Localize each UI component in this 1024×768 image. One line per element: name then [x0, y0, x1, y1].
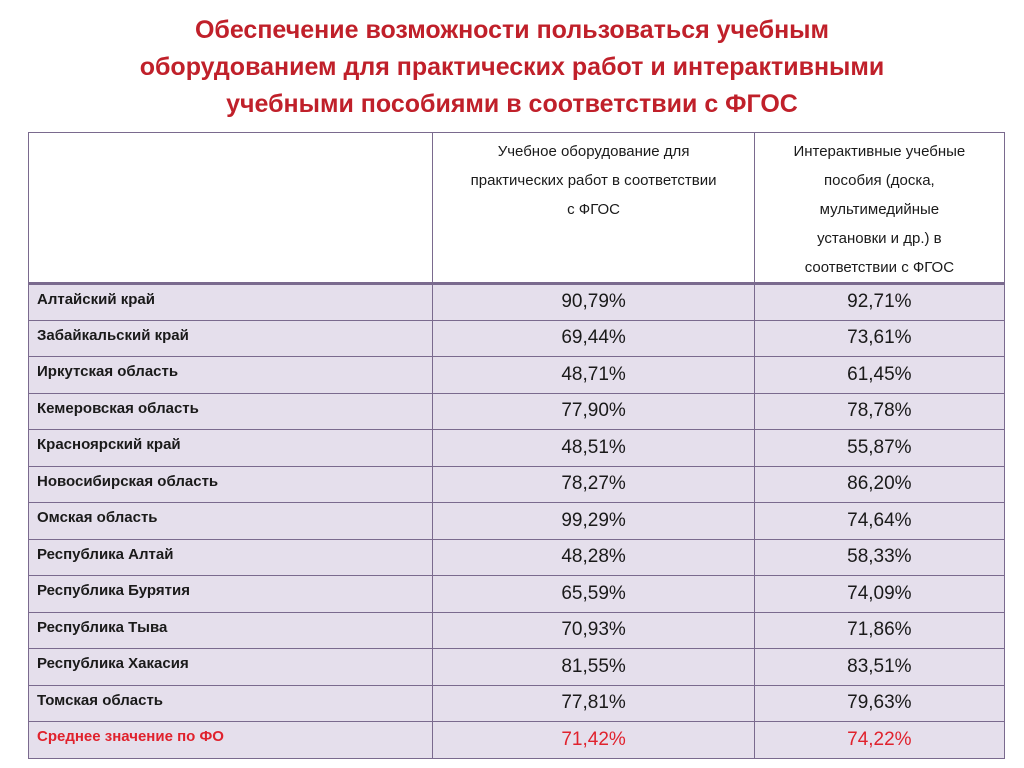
region-name: Алтайский край	[29, 284, 433, 321]
table-row	[29, 466, 1005, 503]
equipment-value: 48,28%	[433, 539, 754, 576]
header-interactive-line: Интерактивные учебные	[793, 143, 966, 160]
title-line: учебными пособиями в соответствии с ФГОС	[226, 90, 798, 118]
table-row	[29, 539, 1005, 576]
header-interactive-line: мультимедийные	[819, 201, 940, 218]
header-empty-cell	[29, 133, 433, 284]
header-equipment-line: практических работ в соответствии	[470, 172, 717, 189]
table-row	[29, 612, 1005, 649]
equipment-value: 99,29%	[433, 503, 754, 540]
equipment-value: 70,93%	[433, 612, 754, 649]
interactive-value: 58,33%	[754, 539, 1004, 576]
region-name: Иркутская область	[29, 357, 433, 394]
header-row	[29, 133, 1005, 284]
interactive-value: 92,71%	[754, 284, 1004, 321]
interactive-value: 83,51%	[754, 649, 1004, 686]
average-equipment-value: 71,42%	[433, 722, 754, 759]
header-equipment	[433, 133, 754, 284]
equipment-value: 48,71%	[433, 357, 754, 394]
interactive-value: 86,20%	[754, 466, 1004, 503]
table-row	[29, 284, 1005, 321]
region-name: Красноярский край	[29, 430, 433, 467]
region-name: Республика Хакасия	[29, 649, 433, 686]
title-line: оборудованием для практических работ и интерактивными	[139, 53, 885, 81]
region-name: Томская область	[29, 685, 433, 722]
table-row	[29, 685, 1005, 722]
region-name: Забайкальский край	[29, 320, 433, 357]
region-name: Омская область	[29, 503, 433, 540]
table-row	[29, 430, 1005, 467]
equipment-value: 65,59%	[433, 576, 754, 613]
average-label: Среднее значение по ФО	[29, 722, 433, 759]
header-equipment-line: Учебное оборудование для	[497, 143, 690, 160]
interactive-value: 73,61%	[754, 320, 1004, 357]
title-line: Обеспечение возможности пользоваться учебным	[194, 16, 830, 44]
region-name: Кемеровская область	[29, 393, 433, 430]
equipment-value: 48,51%	[433, 430, 754, 467]
equipment-value: 77,90%	[433, 393, 754, 430]
interactive-value: 78,78%	[754, 393, 1004, 430]
region-name: Новосибирская область	[29, 466, 433, 503]
equipment-value: 78,27%	[433, 466, 754, 503]
region-name: Республика Бурятия	[29, 576, 433, 613]
table-row	[29, 576, 1005, 613]
table-row	[29, 393, 1005, 430]
data-table	[28, 132, 1005, 759]
table-row	[29, 320, 1005, 357]
interactive-value: 79,63%	[754, 685, 1004, 722]
header-interactive	[754, 133, 1004, 284]
equipment-value: 90,79%	[433, 284, 754, 321]
table-row	[29, 503, 1005, 540]
equipment-value: 81,55%	[433, 649, 754, 686]
interactive-value: 61,45%	[754, 357, 1004, 394]
table-row	[29, 649, 1005, 686]
average-interactive-value: 74,22%	[754, 722, 1004, 759]
interactive-value: 74,64%	[754, 503, 1004, 540]
region-name: Республика Тыва	[29, 612, 433, 649]
equipment-value: 77,81%	[433, 685, 754, 722]
region-name: Республика Алтай	[29, 539, 433, 576]
interactive-value: 55,87%	[754, 430, 1004, 467]
table-row	[29, 357, 1005, 394]
average-row	[29, 722, 1005, 759]
interactive-value: 74,09%	[754, 576, 1004, 613]
header-equipment-line: с ФГОС	[567, 201, 620, 218]
interactive-value: 71,86%	[754, 612, 1004, 649]
header-interactive-line: пособия (доска,	[824, 172, 935, 189]
header-interactive-line: соответствии с ФГОС	[804, 259, 955, 276]
page-title	[0, 12, 1024, 123]
header-interactive-line: установки и др.) в	[817, 230, 942, 247]
equipment-value: 69,44%	[433, 320, 754, 357]
